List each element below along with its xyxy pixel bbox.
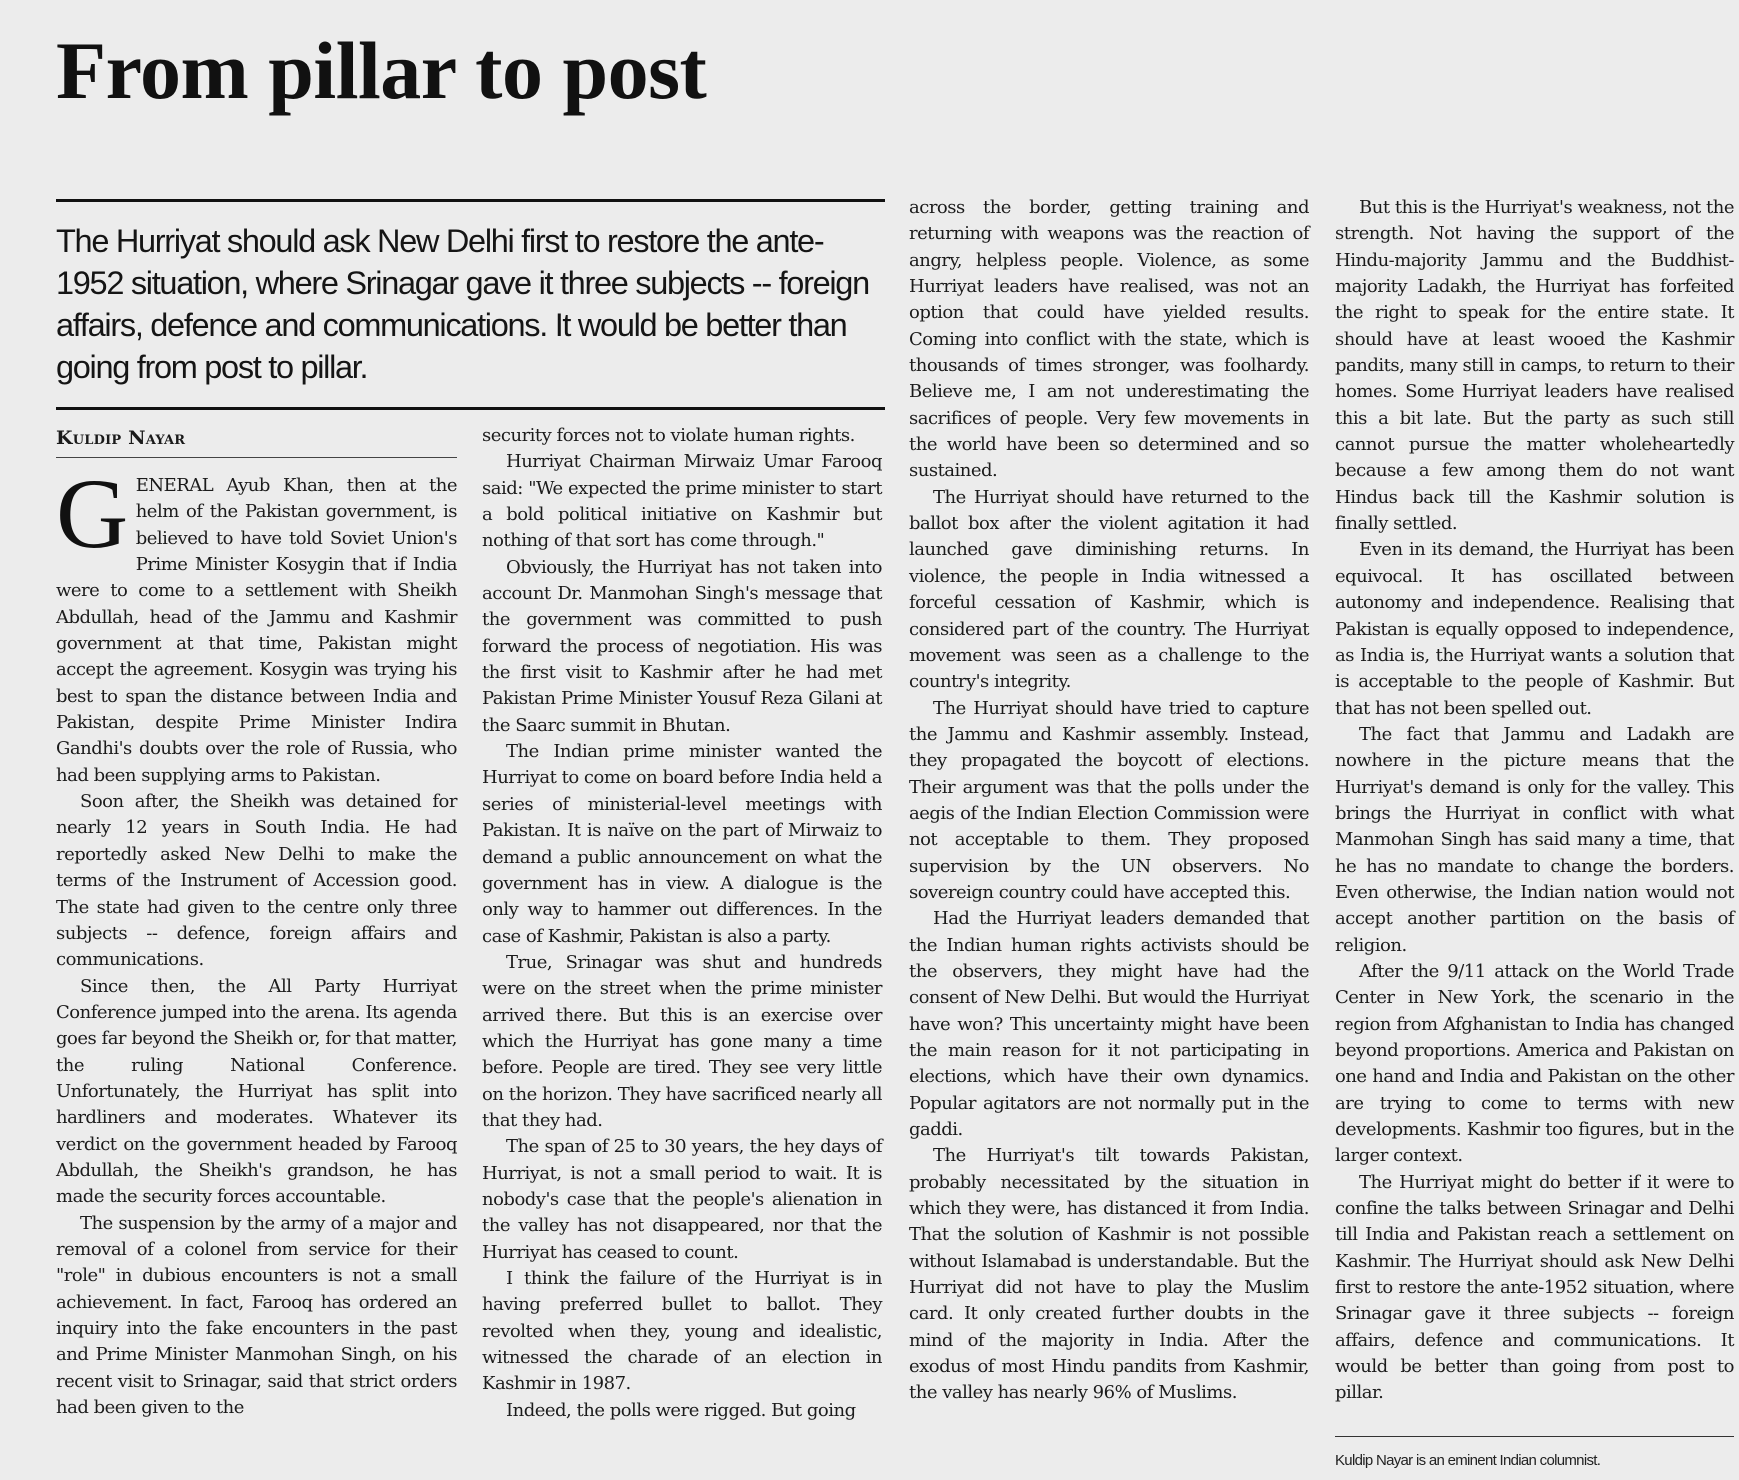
paragraph: Indeed, the polls were rigged. But going xyxy=(506,1399,856,1421)
paragraph: The fact that Jammu and Ladakh are nowhere in the picture means that the Hurriyat's demand is only for the valley. This brings the Hurriyat in conflict with what Manmohan Singh has said many a time, that he has no mandate to change the borders. Even otherwise, the Indian nation would not accept another partition on the basis of religion. xyxy=(1335,723,1734,956)
paragraph: security forces not to violate human rights. xyxy=(482,425,855,446)
paragraph: Soon after, the Sheikh was detained for nearly 12 years in South India. He had reportedly asked New Delhi to make the terms of the Instrument of Accession good. The state had given to the centre only three subjects -- defence, foreign affairs and communications. xyxy=(56,791,457,971)
headline: From pillar to post xyxy=(56,25,707,116)
paragraph: The suspension by the army of a major and removal of a colonel from service for their "role" in dubious encounters is not a small achievement. In fact, Farooq has ordered an inquiry into the fake encounters in the past and Prime Minister Manmohan Singh, on his recent visit to Srinagar, said that strict orders had been given to the xyxy=(56,1212,457,1419)
article-column-1 xyxy=(56,458,457,1421)
paragraph: True, Srinagar was shut and hundreds were on the street when the prime minister arrived there. But this is an exercise over which the Hurriyat has gone many a time before. People are tired. They see very little on the horizon. They have sacrificed nearly all that they had. xyxy=(482,951,882,1131)
paragraph: Obviously, the Hurriyat has not taken into account Dr. Manmohan Singh's message that the government was committed to push forward the process of negotiation. His was the first visit to Kashmir after he had met Pakistan Prime Minister Yousuf Reza Gilani at the Saarc summit in Bhutan. xyxy=(482,556,882,736)
paragraph: The Hurriyat should have returned to the ballot box after the violent agitation it had launched gave diminishing returns. In violence, the people in India witnessed a forceful cessation of Kashmir, which is considered part of the country. The Hurriyat movement was seen as a challenge to the country's integrity. xyxy=(909,486,1309,693)
article-column-3 xyxy=(909,195,1309,1407)
drop-cap: G xyxy=(56,458,128,569)
article-column-4 xyxy=(1335,195,1734,1407)
author-footnote: Kuldip Nayar is an eminent Indian columnist. xyxy=(1335,1452,1601,1469)
paragraph: across the border, getting training and returning with weapons was the reaction of angry, helpless people. Violence, as some Hurriyat leaders have realised, was not an option that could have yielded results. Coming into conflict with the state, which is thousands of times stronger, was foolhardy. Believe me, I am not underestimating the sacrifices of people. Very few movements in the world have been so determined and so sustained. xyxy=(909,197,1309,482)
paragraph: Had the Hurriyat leaders demanded that the Indian human rights activists should be the observers, they might have had the consent of New Delhi. But would the Hurriyat have won? This uncertainty might have been the main reason for it not participating in elections, which have their own dynamics. Popular agitators are not normally put in the gaddi. xyxy=(909,908,1309,1141)
paragraph: The span of 25 to 30 years, the hey days of Hurriyat, is not a small period to wait. It is nobody's case that the people's alienation in the valley has not disappeared, nor that the Hurriyat has ceased to count. xyxy=(482,1136,882,1263)
footnote-rule xyxy=(1335,1436,1734,1437)
paragraph: But this is the Hurriyat's weakness, not the strength. Not having the support of the Hindu-majority Jammu and the Buddhist-majority Ladakh, the Hurriyat has forfeited the right to speak for the entire state. It should have at least wooed the Kashmir pandits, many still in camps, to return to their homes. Some Hurriyat leaders have realised this a bit late. But the party as such still cannot pursue the matter wholeheartedly because a few among them do not want Hindus back till the Kashmir solution is finally settled. xyxy=(1335,197,1734,535)
paragraph: Even in its demand, the Hurriyat has been equivocal. It has oscillated between autonomy and independence. Realising that Pakistan is equally opposed to independence, as India is, the Hurriyat wants a solution that is acceptable to the people of Kashmir. But that has not been spelled out. xyxy=(1335,539,1734,719)
article-column-2 xyxy=(482,423,882,1424)
paragraph: ENERAL Ayub Khan, then at the helm of the Pakistan government, is believed to have told Soviet Union's Prime Minister Kosygin that if India were to come to a settlement with Sheikh Abdullah, head of the Jammu and Kashmir government at that time, Pakistan might accept the agreement. Kosygin was trying his best to span the distance between India and Pakistan, despite Prime Minister Indira Gandhi's doubts over the role of Russia, who had been supplying arms to Pakistan. xyxy=(56,475,457,786)
paragraph: I think the failure of the Hurriyat is in having preferred bullet to ballot. They revolted when they, young and idealistic, witnessed the charade of an election in Kashmir in 1987. xyxy=(482,1268,882,1395)
byline: Kuldip Nayar xyxy=(56,427,186,449)
standfirst: The Hurriyat should ask New Delhi first to restore the ante-1952 situation, where Srinagar gave it three subjects -- foreign affairs, defence and communications. It would be better than going from post to pillar. xyxy=(56,223,869,385)
paragraph: After the 9/11 attack on the World Trade Center in New York, the scenario in the region from Afghanistan to India has changed beyond proportions. America and Pakistan on one hand and India and Pakistan on the other are trying to come to terms with new developments. Kashmir too figures, but in the larger context. xyxy=(1335,960,1734,1167)
paragraph: Since then, the All Party Hurriyat Conference jumped into the arena. Its agenda goes far beyond the Sheikh or, for that matter, the ruling National Conference. Unfortunately, the Hurriyat has split into hardliners and moderates. Whatever its verdict on the government headed by Farooq Abdullah, the Sheikh's grandson, he has made the security forces accountable. xyxy=(56,975,457,1208)
paragraph: The Hurriyat might do better if it were to confine the talks between Srinagar and Delhi till India and Pakistan reach a settlement on Kashmir. The Hurriyat should ask New Delhi first to restore the ante-1952 situation, where Srinagar gave it three subjects -- foreign affairs, defence and communications. It would be better than going from post to pillar. xyxy=(1335,1171,1734,1404)
paragraph: The Hurriyat's tilt towards Pakistan, probably necessitated by the situation in which they were, has distanced it from India. That the solution of Kashmir is not possible without Islamabad is understandable. But the Hurriyat did not have to play the Muslim card. It only created further doubts in the mind of the majority in India. After the exodus of most Hindu pandits from Kashmir, the valley has nearly 96% of Muslims. xyxy=(909,1145,1309,1404)
paragraph: The Hurriyat should have tried to capture the Jammu and Kashmir assembly. Instead, they propagated the boycott of elections. Their argument was that the polls under the aegis of the Indian Election Commission were not acceptable to them. They proposed supervision by the UN observers. No sovereign country could have accepted this. xyxy=(909,697,1309,903)
paragraph: Hurriyat Chairman Mirwaiz Umar Farooq said: "We expected the prime minister to start a bold political initiative on Kashmir but nothing of that sort has come through." xyxy=(482,451,882,552)
paragraph: The Indian prime minister wanted the Hurriyat to come on board before India held a series of ministerial-level meetings with Pakistan. It is naïve on the part of Mirwaiz to demand a public announcement on what the government has in view. A dialogue is the only way to hammer out differences. In the case of Kashmir, Pakistan is also a party. xyxy=(482,741,882,947)
standfirst-bottom-rule xyxy=(56,407,885,410)
standfirst-top-rule xyxy=(56,199,885,202)
